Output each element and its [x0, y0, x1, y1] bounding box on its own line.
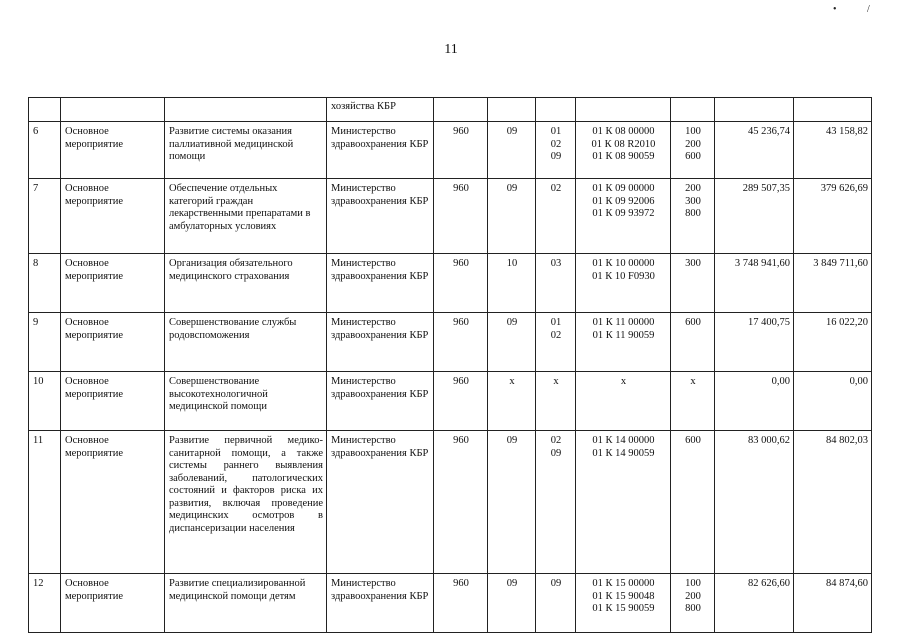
cell-csr: [576, 254, 671, 313]
cell-csr-line: 01 К 08 90059: [592, 151, 655, 162]
cell-csr-line: 01 К 09 92006: [592, 195, 655, 207]
cell-vr-line: 200: [685, 590, 701, 602]
cell-grbs: 960: [434, 574, 488, 633]
cell-sum1: 17 400,75: [715, 313, 794, 372]
cell-csr-line: 01 К 11 90059: [592, 329, 655, 341]
cell-csr: [576, 122, 671, 179]
cell-csr-line: 01 К 15 00000: [592, 578, 655, 589]
cell-executor: Министерство здравоохранения КБР: [327, 122, 434, 179]
cell-csr-line: 01 К 08 00000: [592, 126, 655, 137]
cell-pr-line: 02: [550, 435, 562, 446]
cell-csr-line: 01 К 15 90059: [592, 603, 655, 614]
cell-sum1: [715, 98, 794, 122]
cell-vr: [671, 313, 715, 372]
cell-csr-line: 01 К 15 90048: [592, 590, 655, 602]
cell-sum2: 84 874,60: [794, 574, 872, 633]
table-row: [29, 574, 872, 633]
cell-grbs: 960: [434, 313, 488, 372]
cell-pr: [536, 179, 576, 254]
cell-csr-line: 01 К 14 00000: [592, 435, 655, 446]
cell-num: 6: [29, 122, 61, 179]
cell-csr-line: x: [620, 376, 627, 387]
cell-vr-line: 100: [685, 578, 701, 589]
cell-vr: [671, 574, 715, 633]
cell-sum2: 379 626,69: [794, 179, 872, 254]
cell-executor: Министерство здравоохранения КБР: [327, 179, 434, 254]
cell-sum1: 83 000,62: [715, 431, 794, 574]
cell-sum1: 45 236,74: [715, 122, 794, 179]
cell-pr-line: 09: [550, 151, 562, 162]
cell-num: 9: [29, 313, 61, 372]
cell-pr-line: 02: [550, 183, 562, 194]
cell-vr: [671, 179, 715, 254]
cell-pr-line: 02: [550, 329, 562, 341]
page-number: 11: [444, 42, 458, 57]
cell-rz: 10: [488, 254, 536, 313]
cell-num: [29, 98, 61, 122]
cell-pr: [536, 372, 576, 431]
cell-pr-line: 09: [550, 447, 562, 459]
cell-name: [165, 98, 327, 122]
cell-num: 12: [29, 574, 61, 633]
cell-vr: [671, 98, 715, 122]
cell-grbs: 960: [434, 122, 488, 179]
cell-name: Развитие первичной медико-санитарной помощи, а также системы раннего выявления заболеваний, патологических состояний и факторов риска их развития, включая проведение медицинских осмотров в диспансеризации населения: [165, 431, 327, 574]
cell-pr: [536, 431, 576, 574]
cell-csr: [576, 372, 671, 431]
cell-csr: [576, 98, 671, 122]
cell-num: 7: [29, 179, 61, 254]
cell-grbs: 960: [434, 179, 488, 254]
cell-csr: [576, 431, 671, 574]
cell-sum1: 289 507,35: [715, 179, 794, 254]
cell-csr-line: 01 К 10 F0930: [592, 270, 655, 282]
cell-vr-line: 600: [685, 317, 701, 328]
cell-vr-line: 600: [685, 435, 701, 446]
cell-sum2: 84 802,03: [794, 431, 872, 574]
cell-grbs: [434, 98, 488, 122]
cell-type: Основное мероприятие: [61, 431, 165, 574]
cell-name: Развитие специализированной медицинской помощи детям: [165, 574, 327, 633]
cell-csr-line: 01 К 08 R2010: [591, 138, 656, 150]
scan-dot-mark: •: [833, 4, 837, 15]
cell-grbs: 960: [434, 372, 488, 431]
cell-csr-line: 01 К 14 90059: [592, 447, 655, 459]
table-row: [29, 254, 872, 313]
cell-vr: [671, 254, 715, 313]
cell-sum2: 43 158,82: [794, 122, 872, 179]
cell-sum2: [794, 98, 872, 122]
cell-executor: Министерство здравоохранения КБР: [327, 254, 434, 313]
cell-sum1: 82 626,60: [715, 574, 794, 633]
cell-sum1: 0,00: [715, 372, 794, 431]
cell-name: Развитие системы оказания паллиативной медицинской помощи: [165, 122, 327, 179]
cell-rz: 09: [488, 431, 536, 574]
cell-vr-line: 800: [685, 208, 701, 219]
cell-csr: [576, 313, 671, 372]
cell-pr-line: 02: [550, 138, 562, 150]
cell-pr: [536, 574, 576, 633]
cell-executor: хозяйства КБР: [327, 98, 434, 122]
cell-vr-line: x: [690, 376, 696, 387]
cell-pr: [536, 98, 576, 122]
cell-pr: [536, 313, 576, 372]
cell-type: Основное мероприятие: [61, 122, 165, 179]
cell-type: Основное мероприятие: [61, 574, 165, 633]
cell-vr-line: 300: [685, 195, 701, 207]
cell-sum2: 16 022,20: [794, 313, 872, 372]
table-row: [29, 372, 872, 431]
cell-name: Совершенствование высокотехнологичной медицинской помощи: [165, 372, 327, 431]
cell-type: Основное мероприятие: [61, 372, 165, 431]
cell-vr: [671, 431, 715, 574]
cell-name: Организация обязательного медицинского страхования: [165, 254, 327, 313]
cell-executor: Министерство здравоохранения КБР: [327, 431, 434, 574]
cell-csr: [576, 574, 671, 633]
cell-rz: 09: [488, 574, 536, 633]
cell-csr: [576, 179, 671, 254]
continuation-row: [29, 98, 872, 122]
cell-num: 10: [29, 372, 61, 431]
cell-sum1: 3 748 941,60: [715, 254, 794, 313]
cell-pr-line: x: [553, 376, 559, 387]
cell-num: 11: [29, 431, 61, 574]
table-row: [29, 122, 872, 179]
cell-rz: [488, 98, 536, 122]
cell-pr-line: 09: [550, 578, 562, 589]
cell-pr-line: 01: [550, 126, 562, 137]
cell-executor: Министерство здравоохранения КБР: [327, 574, 434, 633]
cell-rz: 09: [488, 313, 536, 372]
cell-executor: Министерство здравоохранения КБР: [327, 372, 434, 431]
cell-vr: [671, 122, 715, 179]
table-row: [29, 313, 872, 372]
table-row: [29, 179, 872, 254]
cell-vr-line: 100: [685, 126, 701, 137]
cell-grbs: 960: [434, 431, 488, 574]
cell-type: Основное мероприятие: [61, 254, 165, 313]
cell-rz: 09: [488, 122, 536, 179]
cell-sum2: 3 849 711,60: [794, 254, 872, 313]
cell-vr-line: 600: [685, 151, 701, 162]
table-row: [29, 431, 872, 574]
cell-csr-line: 01 К 11 00000: [592, 317, 655, 328]
cell-vr-line: 800: [685, 603, 701, 614]
cell-csr-line: 01 К 09 93972: [592, 208, 655, 219]
budget-table: [28, 97, 872, 633]
cell-pr: [536, 254, 576, 313]
cell-pr-line: 01: [550, 317, 562, 328]
cell-type: [61, 98, 165, 122]
cell-executor: Министерство здравоохранения КБР: [327, 313, 434, 372]
scan-slash-mark: /: [867, 4, 870, 15]
cell-pr-line: 03: [550, 258, 562, 269]
cell-grbs: 960: [434, 254, 488, 313]
cell-sum2: 0,00: [794, 372, 872, 431]
cell-csr-line: 01 К 10 00000: [592, 258, 655, 269]
cell-vr-line: 300: [685, 258, 701, 269]
cell-type: Основное мероприятие: [61, 313, 165, 372]
cell-vr-line: 200: [685, 183, 701, 194]
cell-pr: [536, 122, 576, 179]
cell-rz: 09: [488, 179, 536, 254]
cell-type: Основное мероприятие: [61, 179, 165, 254]
cell-rz: x: [488, 372, 536, 431]
cell-vr: [671, 372, 715, 431]
cell-name: Обеспечение отдельных категорий граждан лекарственными препаратами в амбулаторных условиях: [165, 179, 327, 254]
cell-num: 8: [29, 254, 61, 313]
cell-vr-line: 200: [685, 138, 701, 150]
cell-name: Совершенствование службы родовспоможения: [165, 313, 327, 372]
cell-csr-line: 01 К 09 00000: [592, 183, 655, 194]
